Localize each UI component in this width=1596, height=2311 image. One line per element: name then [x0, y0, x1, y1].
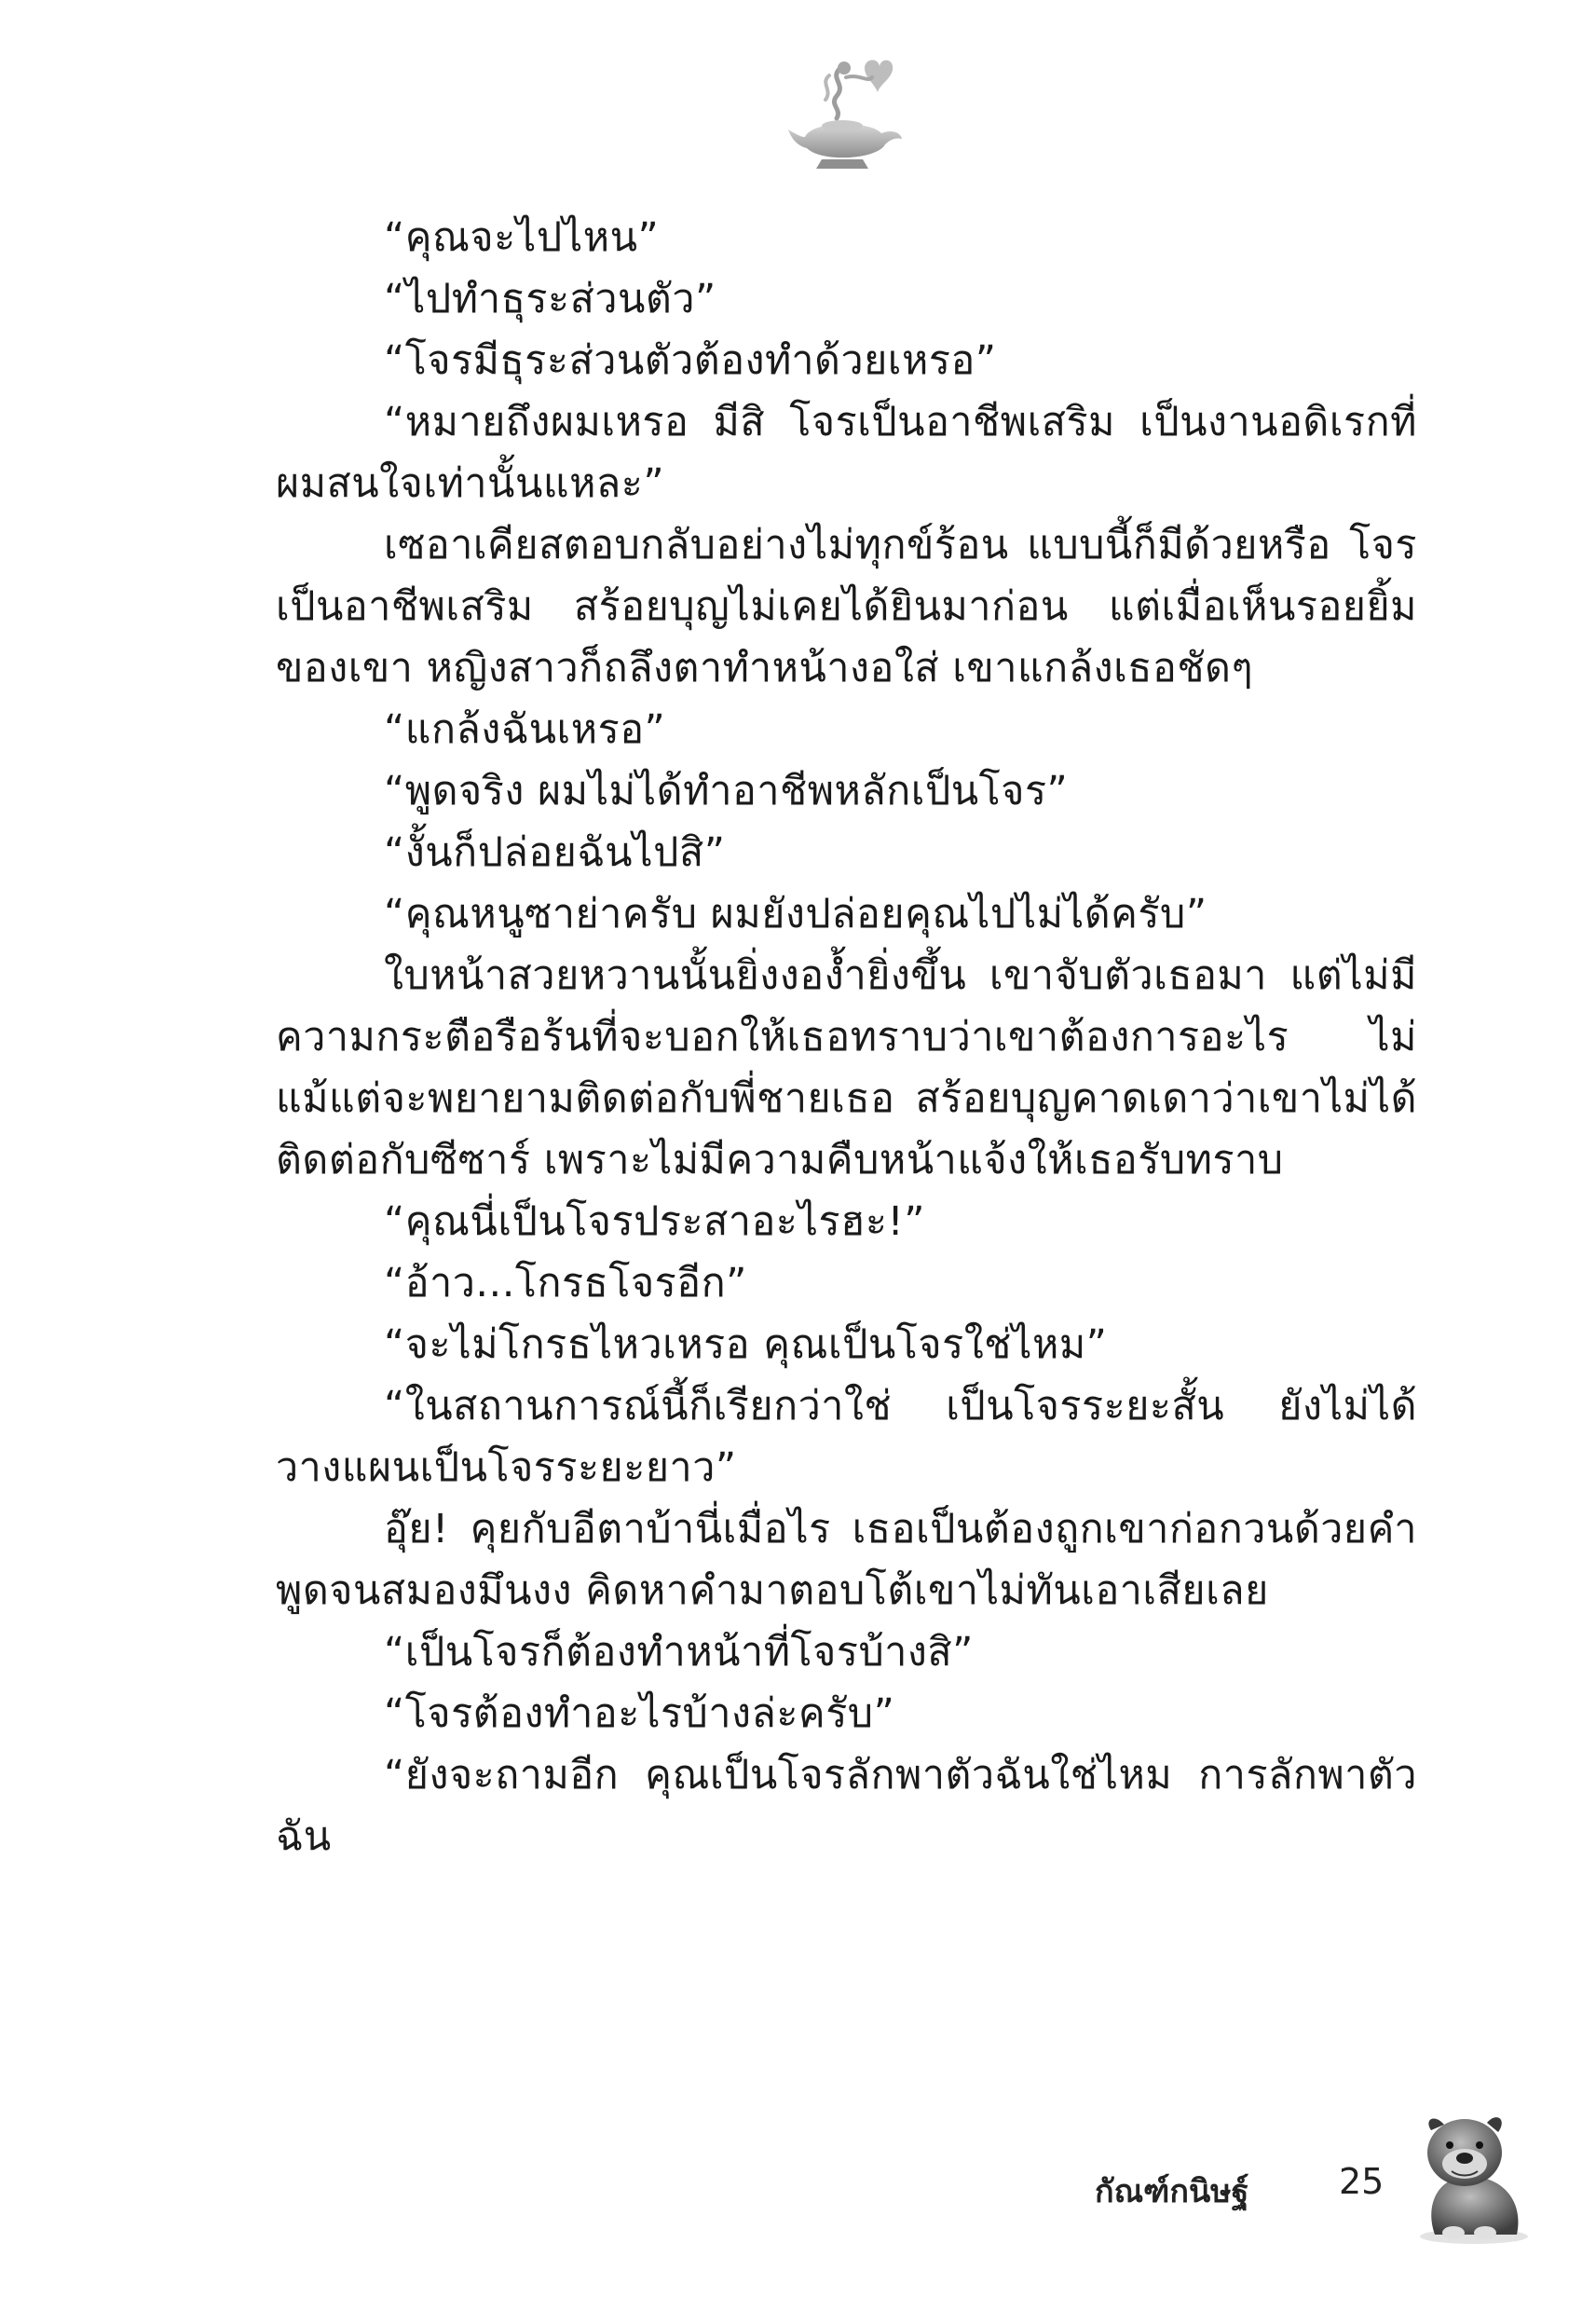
paragraph: “แกล้งฉันเหรอ” — [384, 706, 666, 753]
footer-author: กัณฑ์กนิษฐ์ — [1095, 2173, 1249, 2210]
paragraph: “โจรมีธุระส่วนตัวต้องทำด้วยเหรอ” — [384, 337, 997, 384]
paragraph: “คุณนี่เป็นโจรประสาอะไรฮะ!” — [384, 1198, 925, 1245]
page-number: 25 — [1339, 2161, 1385, 2202]
paragraph: “เป็นโจรก็ต้องทำหน้าที่โจรบ้างสิ” — [384, 1629, 974, 1675]
paragraph: ใบหน้าสวยหวานนั้นยิ่งงอง้ำยิ่งขึ้น เขาจับตัวเธอมา แต่ไม่มีความกระตือรือร้นที่จะบอกให้เธอทราบว่าเขาต้องการอะไร ไม่แม้แต่จะพยายามติดต่อกับพี่ชายเธอ สร้อยบุญคาดเดาว่าเขาไม่ได้ติดต่อกับซีซาร์ เพราะไม่มีความคืบหน้าแจ้งให้เธอรับทราบ — [276, 952, 1417, 1183]
paragraph: “อ้าว...โกรธโจรอีก” — [384, 1260, 747, 1306]
paragraph: “คุณจะไปไหน” — [384, 214, 660, 261]
paragraph: “ในสถานการณ์นี้ก็เรียกว่าใช่ เป็นโจรระยะสั้น ยังไม่ได้วางแผนเป็นโจรระยะยาว” — [276, 1383, 1417, 1491]
paragraph: “ไปทำธุระส่วนตัว” — [384, 276, 716, 322]
story-text — [276, 207, 1417, 1867]
genie-lamp-icon — [784, 51, 906, 177]
paragraph: เซอาเคียสตอบกลับอย่างไม่ทุกข์ร้อน แบบนี้ก็มีด้วยหรือ โจรเป็นอาชีพเสริม สร้อยบุญไม่เคยได้ยินมาก่อน แต่เมื่อเห็นรอยยิ้มของเขา หญิงสาวก็ถลึงตาทำหน้างอใส่ เขาแกล้งเธอชัดๆ — [276, 522, 1417, 691]
paragraph: “คุณหนูซาย่าครับ ผมยังปล่อยคุณไปไม่ได้ครับ” — [384, 891, 1207, 937]
paragraph: “โจรต้องทำอะไรบ้างล่ะครับ” — [384, 1690, 895, 1737]
paragraph: “จะไม่โกรธไหวเหรอ คุณเป็นโจรใช่ไหม” — [384, 1321, 1108, 1368]
paragraph: อุ๊ย! คุยกับอีตาบ้านี่เมื่อไร เธอเป็นต้องถูกเขาก่อกวนด้วยคำพูดจนสมองมึนงง คิดหาคำมาตอบโต้เขาไม่ทันเอาเสียเลย — [276, 1506, 1417, 1614]
paragraph: “หมายถึงผมเหรอ มีสิ โจรเป็นอาชีพเสริม เป็นงานอดิเรกที่ผมสนใจเท่านั้นแหละ” — [276, 399, 1417, 507]
paragraph: “พูดจริง ผมไม่ได้ทำอาชีพหลักเป็นโจร” — [384, 768, 1069, 814]
bulldog-icon — [1407, 2106, 1537, 2246]
paragraph: “งั้นก็ปล่อยฉันไปสิ” — [384, 829, 726, 876]
paragraph: “ยังจะถามอีก คุณเป็นโจรลักพาตัวฉันใช่ไหม การลักพาตัวฉัน — [276, 1752, 1417, 1860]
